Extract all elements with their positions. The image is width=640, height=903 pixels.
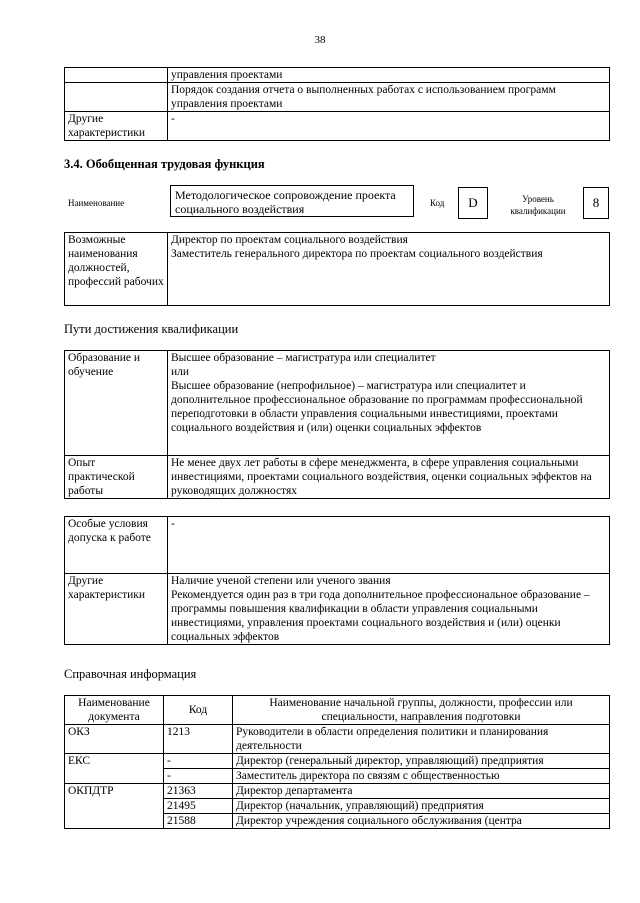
ref-name: Руководители в области определения политики и планирования деятельности — [233, 725, 610, 754]
paths-title: Пути достижения квалификации — [64, 322, 239, 336]
page-number: 38 — [314, 34, 326, 46]
cont-line-2: Порядок создания отчета о выполненных работах с использованием программ управления проектами — [168, 83, 610, 112]
ref-name: Директор (начальник, управляющий) предприятия — [233, 799, 610, 814]
ref-doc: ЕКС — [65, 754, 164, 769]
ref-doc — [65, 814, 164, 829]
table-row — [65, 784, 610, 799]
ref-doc — [65, 769, 164, 784]
conditions-table — [64, 516, 610, 645]
education-line-3: Высшее образование (непрофильное) – магистратура или специалитет и дополнительное профессиональное образование по программам профессиональной переподготовки в области управления социальными инвестициями, проектами социального воздействия и (или) оценки социальных эффектов — [171, 380, 583, 434]
ref-code: - — [164, 769, 233, 784]
ref-code: 1213 — [164, 725, 233, 754]
positions-table — [64, 232, 610, 306]
reference-title: Справочная информация — [64, 667, 197, 681]
experience-value: Не менее двух лет работы в сфере менеджмента, в сфере управления социальными инвестициями, проектами социального воздействия, оценки социальных эффектов на руководящих должностях — [168, 456, 610, 499]
ref-doc — [65, 799, 164, 814]
position-1: Директор по проектам социального воздействия — [171, 234, 408, 246]
section-title: 3.4. Обобщенная трудовая функция — [64, 157, 265, 171]
education-label: Образование и обучение — [65, 351, 168, 456]
positions-label: Возможные наименования должностей, профессий рабочих — [65, 233, 168, 306]
ref-code: 21495 — [164, 799, 233, 814]
table-row — [65, 769, 610, 784]
ref-header-doc: Наименование документа — [65, 696, 164, 725]
ref-code: - — [164, 754, 233, 769]
top-table — [64, 67, 610, 141]
level-value: 8 — [583, 187, 609, 219]
ref-doc: ОКЗ — [65, 725, 164, 754]
experience-label: Опыт практической работы — [65, 456, 168, 499]
education-table — [64, 350, 610, 499]
cont-line-1: управления проектами — [168, 68, 610, 83]
other-line-1: Наличие ученой степени или ученого звания — [171, 575, 391, 587]
code-label: Код — [430, 198, 445, 208]
function-name: Методологическое сопровождение проекта социального воздействия — [170, 185, 414, 217]
ref-code: 21588 — [164, 814, 233, 829]
ref-doc: ОКПДТР — [65, 784, 164, 799]
special-label: Особые условия допуска к работе — [65, 517, 168, 574]
education-line-1: Высшее образование – магистратура или специалитет — [171, 352, 436, 364]
table-row — [65, 725, 610, 754]
ref-name: Заместитель директора по связям с общественностью — [233, 769, 610, 784]
other-label-top: Другие характеристики — [65, 112, 168, 141]
other-label: Другие характеристики — [65, 574, 168, 645]
other-line-2: Рекомендуется один раз в три года дополнительное профессиональное образование – программы повышения квалификации в области управления социальными инвестициями, управления проектами социального воздействия и (или) оценки социальных эффектов — [171, 589, 590, 643]
ref-name: Директор (генеральный директор, управляющий) предприятия — [233, 754, 610, 769]
special-value: - — [168, 517, 610, 574]
reference-table — [64, 695, 610, 829]
code-value: D — [458, 187, 488, 219]
ref-name: Директор департамента — [233, 784, 610, 799]
ref-name: Директор учреждения социального обслуживания (центра — [233, 814, 610, 829]
other-value-top: - — [168, 112, 610, 141]
table-row — [65, 799, 610, 814]
ref-header-code: Код — [164, 696, 233, 725]
education-line-2: или — [171, 366, 190, 378]
ref-code: 21363 — [164, 784, 233, 799]
table-row — [65, 754, 610, 769]
position-2: Заместитель генерального директора по проектам социального воздействия — [171, 248, 543, 260]
name-label: Наименование — [68, 198, 125, 208]
ref-header-name: Наименование начальной группы, должности, профессии или специальности, направления подготовки — [233, 696, 610, 725]
level-label: Уровень квалификации — [510, 194, 566, 216]
table-row — [65, 814, 610, 829]
